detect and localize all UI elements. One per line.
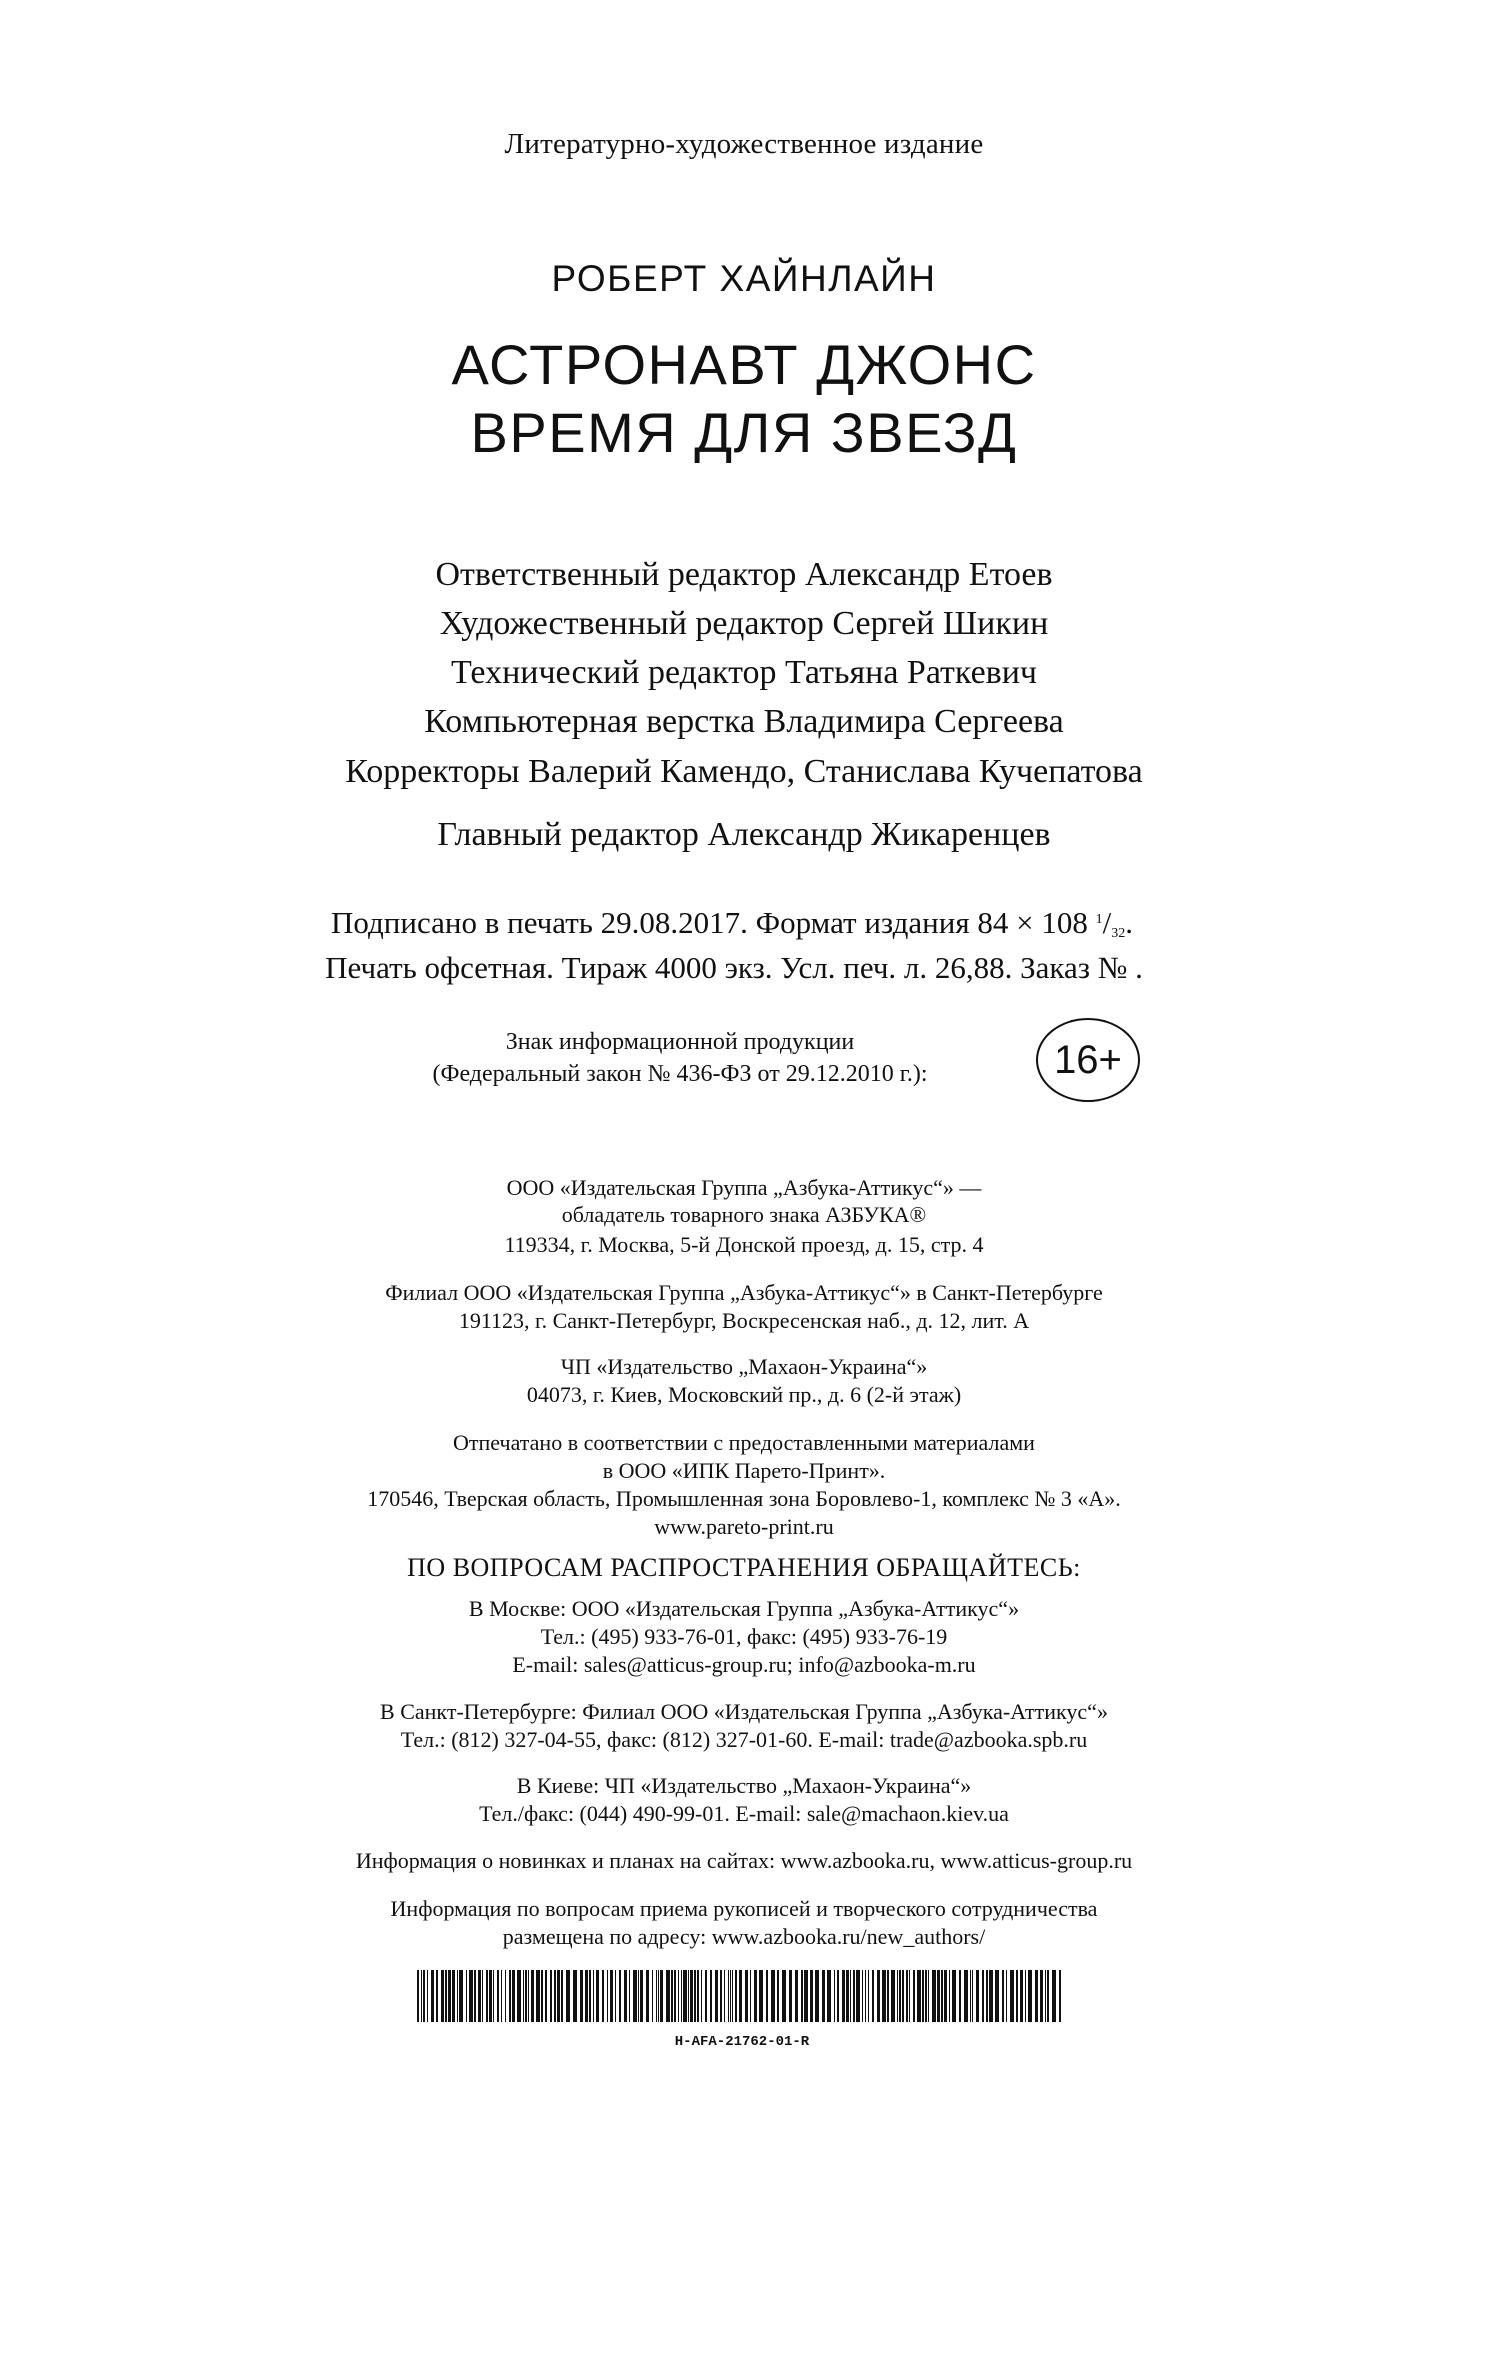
barcode-bar <box>720 1970 722 2022</box>
barcode-bar <box>501 1970 502 2022</box>
barcode-bar <box>899 1970 901 2022</box>
staff-proofreaders: Корректоры Валерий Камендо, Станислава Кучепатова <box>345 753 1143 790</box>
spb-contacts: Тел.: (812) 327-04-55, факс: (812) 327-01-60. E-mail: trade@azbooka.spb.ru <box>400 1727 1088 1752</box>
printing-line-1: Отпечатано в соответствии с предоставленными материалами <box>453 1430 1035 1455</box>
staff-chief-editor: Главный редактор Александр Жикаренцев <box>437 816 1051 853</box>
barcode-bar <box>417 1970 419 2022</box>
barcode-bar <box>640 1970 643 2022</box>
printing-line-2: в ООО «ИПК Парето-Принт». <box>602 1458 886 1483</box>
barcode-bar <box>1010 1970 1014 2022</box>
barcode-bar <box>469 1970 473 2022</box>
barcode-bar <box>629 1970 630 2022</box>
barcode-bar <box>932 1970 936 2022</box>
moscow-phone: Тел.: (495) 933-76-01, факс: (495) 933-76-19 <box>540 1624 948 1649</box>
barcode-bar <box>554 1970 556 2022</box>
barcode-bar <box>1025 1970 1026 2022</box>
barcode-bar <box>585 1970 588 2022</box>
barcode-bar <box>566 1970 570 2022</box>
barcode-bar <box>906 1970 908 2022</box>
barcode-bar <box>427 1970 428 2022</box>
barcode-bar <box>944 1970 947 2022</box>
distribution-heading: ПО ВОПРОСАМ РАСПРОСТРАНЕНИЯ ОБРАЩАЙТЕСЬ: <box>407 1553 1081 1582</box>
barcode-bar <box>745 1970 748 2022</box>
barcode <box>417 1970 1067 2070</box>
barcode-bar <box>474 1970 476 2022</box>
barcode-bar <box>674 1970 676 2022</box>
barcode-bar <box>766 1970 768 2022</box>
info-sign-line-1: Знак информационной продукции <box>505 1029 855 1055</box>
barcode-bar <box>505 1970 506 2022</box>
barcode-bar <box>810 1970 813 2022</box>
moscow-line-1: В Москве: ООО «Издательская Группа „Азбука-Аттикус“» <box>468 1596 1020 1621</box>
barcode-bar <box>448 1970 451 2022</box>
publisher-address: 119334, г. Москва, 5-й Донской проезд, д. 15, стр. 4 <box>504 1232 984 1257</box>
barcode-bar <box>909 1970 910 2022</box>
barcode-bar <box>1028 1970 1032 2022</box>
barcode-bar <box>868 1970 869 2022</box>
info-sign-line-2: (Федеральный закон № 436-ФЗ от 29.12.2010 г.): <box>432 1061 928 1087</box>
barcode-bar <box>827 1970 831 2022</box>
book-title-line-1: АСТРОНАВТ ДЖОНС <box>451 333 1037 396</box>
barcode-bar <box>589 1970 591 2022</box>
barcode-bar <box>1035 1970 1038 2022</box>
barcode-bar <box>925 1970 927 2022</box>
staff-technical-editor: Технический редактор Татьяна Раткевич <box>450 654 1038 691</box>
barcode-bar <box>1052 1970 1056 2022</box>
barcode-bar <box>596 1970 599 2022</box>
barcode-bar <box>658 1970 659 2022</box>
barcode-bar <box>497 1970 499 2022</box>
print-format-line: Подписано в печать 29.08.2017. Формат издания 84 × 108 $^1/_{32}$. <box>331 905 1133 941</box>
barcode-bar <box>941 1970 943 2022</box>
barcode-bar <box>732 1970 733 2022</box>
barcode-bar <box>862 1970 863 2022</box>
barcode-bar <box>557 1970 560 2022</box>
barcode-bar <box>478 1970 481 2022</box>
barcode-bar <box>1006 1970 1007 2022</box>
barcode-bar <box>697 1970 699 2022</box>
barcode-bars <box>417 1970 1067 2022</box>
barcode-bar <box>1047 1970 1049 2022</box>
barcode-bar <box>724 1970 725 2022</box>
barcode-bar <box>902 1970 904 2022</box>
publisher-line-2: обладатель товарного знака АЗБУКА® <box>561 1202 927 1227</box>
barcode-bar <box>771 1970 775 2022</box>
barcode-bar <box>842 1970 845 2022</box>
barcode-bar <box>728 1970 729 2022</box>
barcode-bar <box>777 1970 779 2022</box>
barcode-bar <box>512 1970 515 2022</box>
barcode-bar <box>638 1970 639 2022</box>
format-fraction-numerator: 1 <box>1095 912 1103 927</box>
print-run-line: Печать офсетная. Тираж 4000 экз. Усл. печ. л. 26,88. Заказ № . <box>325 950 1143 985</box>
barcode-bar <box>694 1970 696 2022</box>
barcode-bar <box>528 1970 529 2022</box>
barcode-bar <box>754 1970 757 2022</box>
barcode-bar <box>976 1970 979 2022</box>
age-rating-badge: 16+ <box>1036 1018 1140 1102</box>
barcode-bar <box>541 1970 543 2022</box>
barcode-bar <box>459 1970 463 2022</box>
staff-layout: Компьютерная верстка Владимира Сергеева <box>424 703 1064 740</box>
barcode-bar <box>671 1970 673 2022</box>
barcode-bar <box>646 1970 649 2022</box>
barcode-bar <box>607 1970 608 2022</box>
barcode-bar <box>690 1970 693 2022</box>
barcode-bar <box>545 1970 547 2022</box>
barcode-bar <box>877 1970 880 2022</box>
barcode-bar <box>431 1970 434 2022</box>
genre-line: Литературно-художественное издание <box>504 128 984 160</box>
barcode-bar <box>678 1970 679 2022</box>
barcode-bar <box>872 1970 874 2022</box>
barcode-bar <box>735 1970 737 2022</box>
barcode-bar <box>822 1970 825 2022</box>
publisher-line-1: ООО «Издательская Группа „Азбука-Аттикус“» — <box>506 1175 982 1200</box>
barcode-bar <box>970 1970 971 2022</box>
kiev-line-1: В Киеве: ЧП «Издательство „Махаон-Украина“» <box>516 1773 972 1798</box>
barcode-bar <box>922 1970 924 2022</box>
barcode-bar <box>436 1970 438 2022</box>
printing-address: 170546, Тверская область, Промышленная зона Боровлево-1, комплекс № 3 «А». <box>367 1486 1121 1511</box>
barcode-bar <box>750 1970 751 2022</box>
barcode-bar <box>882 1970 886 2022</box>
barcode-bar <box>523 1970 524 2022</box>
print-format-text: Подписано в печать 29.08.2017. Формат издания 84 × 108 <box>331 905 1096 940</box>
barcode-bar <box>688 1970 689 2022</box>
branch-line-1: Филиал ООО «Издательская Группа „Азбука-Аттикус“» в Санкт-Петербурге <box>385 1280 1103 1305</box>
author-name: РОБЕРТ ХАЙНЛАЙН <box>551 258 937 299</box>
barcode-bar <box>891 1970 895 2022</box>
barcode-bar <box>525 1970 527 2022</box>
barcode-bar <box>423 1970 425 2022</box>
barcode-bar <box>660 1970 663 2022</box>
ukraine-address: 04073, г. Киев, Московский пр., д. 6 (2-й этаж) <box>526 1382 962 1407</box>
ukraine-line-1: ЧП «Издательство „Махаон-Украина“» <box>560 1354 928 1379</box>
barcode-bar <box>989 1970 993 2022</box>
barcode-bar <box>550 1970 552 2022</box>
barcode-bar <box>619 1970 621 2022</box>
barcode-bar <box>531 1970 534 2022</box>
info-product-sign <box>0 1018 1488 1108</box>
printing-website: www.pareto-print.ru <box>654 1514 834 1539</box>
barcode-bar <box>580 1970 583 2022</box>
barcode-bar <box>1020 1970 1023 2022</box>
kiev-contacts: Тел./факс: (044) 490-99-01. E-mail: sale@machaon.kiev.ua <box>479 1801 1009 1826</box>
barcode-bar <box>1040 1970 1043 2022</box>
staff-responsible-editor: Ответственный редактор Александр Етоев <box>435 556 1053 593</box>
barcode-bar <box>705 1970 707 2022</box>
barcode-bar <box>986 1970 988 2022</box>
barcode-bar <box>928 1970 929 2022</box>
barcode-bar <box>610 1970 613 2022</box>
book-title-line-2: ВРЕМЯ ДЛЯ ЗВЕЗД <box>470 401 1018 464</box>
barcode-bar <box>482 1970 483 2022</box>
barcode-bar <box>509 1970 511 2022</box>
barcode-bar <box>452 1970 455 2022</box>
barcode-bar <box>656 1970 657 2022</box>
barcode-bar <box>445 1970 447 2022</box>
barcode-bar <box>457 1970 458 2022</box>
barcode-bar <box>666 1970 670 2022</box>
barcode-bar <box>1059 1970 1061 2022</box>
barcode-bar <box>1016 1970 1018 2022</box>
barcode-bar <box>853 1970 855 2022</box>
barcode-bar <box>730 1970 731 2022</box>
barcode-bar <box>652 1970 653 2022</box>
barcode-bar <box>715 1970 718 2022</box>
barcode-bar <box>995 1970 999 2022</box>
moscow-email: E-mail: sales@atticus-group.ru; info@azbooka-m.ru <box>512 1652 976 1677</box>
barcode-bar <box>834 1970 835 2022</box>
barcode-bar <box>865 1970 866 2022</box>
barcode-bar <box>952 1970 956 2022</box>
barcode-bar <box>789 1970 792 2022</box>
barcode-label: H-AFA-21762-01-R <box>674 2034 810 2050</box>
barcode-bar <box>959 1970 961 2022</box>
manuscripts-line-2: размещена по адресу: www.azbooka.ru/new_authors/ <box>502 1924 986 1949</box>
barcode-bar <box>633 1970 637 2022</box>
barcode-bar <box>837 1970 839 2022</box>
barcode-bar <box>897 1970 898 2022</box>
barcode-bar <box>759 1970 763 2022</box>
barcode-bar <box>982 1970 984 2022</box>
barcode-bar <box>421 1970 422 2022</box>
barcode-bar <box>972 1970 973 2022</box>
format-fraction-denominator: 32 <box>1111 926 1126 941</box>
barcode-bar <box>486 1970 488 2022</box>
barcode-bar <box>782 1970 786 2022</box>
barcode-bar <box>850 1970 851 2022</box>
barcode-bar <box>710 1970 712 2022</box>
format-end: . <box>1125 905 1133 940</box>
barcode-bar <box>489 1970 492 2022</box>
barcode-bar <box>815 1970 819 2022</box>
barcode-bar <box>949 1970 950 2022</box>
barcode-bar <box>573 1970 577 2022</box>
barcode-bar <box>887 1970 889 2022</box>
barcode-bar <box>913 1970 915 2022</box>
barcode-bar <box>624 1970 627 2022</box>
barcode-bar <box>964 1970 968 2022</box>
barcode-bar <box>683 1970 687 2022</box>
barcode-bar <box>804 1970 808 2022</box>
spb-line-1: В Санкт-Петербурге: Филиал ООО «Издательская Группа „Азбука-Аттикус“» <box>380 1699 1108 1724</box>
barcode-bar <box>493 1970 494 2022</box>
barcode-bar <box>739 1970 742 2022</box>
barcode-bar <box>846 1970 849 2022</box>
barcode-bar <box>917 1970 921 2022</box>
staff-art-editor: Художественный редактор Сергей Шикин <box>439 605 1049 642</box>
websites-info: Информация о новинках и планах на сайтах: www.azbooka.ru, www.atticus-group.ru <box>355 1848 1133 1873</box>
info-sign-text <box>350 1026 1010 1090</box>
branch-address: 191123, г. Санкт-Петербург, Воскресенская наб., д. 12, лит. А <box>458 1308 1030 1333</box>
barcode-bar <box>1045 1970 1046 2022</box>
barcode-bar <box>517 1970 521 2022</box>
barcode-bar <box>602 1970 604 2022</box>
barcode-bar <box>536 1970 540 2022</box>
barcode-bar <box>856 1970 860 2022</box>
barcode-bar <box>937 1970 940 2022</box>
barcode-bar <box>561 1970 563 2022</box>
barcode-bar <box>466 1970 467 2022</box>
barcode-bar <box>615 1970 616 2022</box>
barcode-bar <box>681 1970 682 2022</box>
manuscripts-line-1: Информация по вопросам приема рукописей и творческого сотрудничества <box>390 1896 1098 1921</box>
barcode-bar <box>701 1970 702 2022</box>
barcode-bar <box>441 1970 444 2022</box>
barcode-bar <box>795 1970 798 2022</box>
barcode-bar <box>801 1970 803 2022</box>
barcode-bar <box>1002 1970 1004 2022</box>
barcode-bar <box>593 1970 594 2022</box>
